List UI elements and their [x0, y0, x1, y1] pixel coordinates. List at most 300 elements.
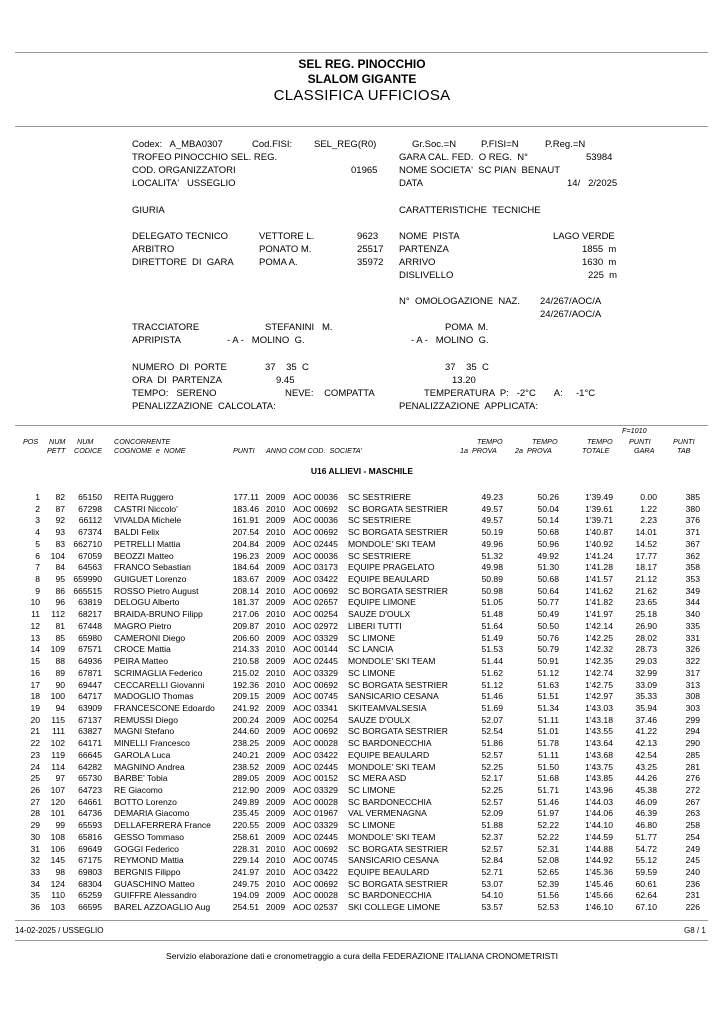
tracciatore: TRACCIATORE	[132, 322, 200, 333]
cell-cod: 00745	[314, 691, 338, 702]
cell-tot: 1'39.49	[585, 492, 613, 502]
cell-codice: 63909	[78, 702, 102, 713]
cell-codice: 65730	[78, 773, 102, 784]
cell-name: GAROLA Luca	[114, 749, 171, 760]
cell-tot: 1'42.74	[585, 667, 613, 678]
cell-com: AOC	[293, 585, 312, 596]
cell-t1: 50.98	[481, 585, 503, 596]
cell-t2: 50.49	[537, 609, 559, 620]
cell-punti: 200.24	[232, 714, 259, 725]
data-val: 14/ 2/2025	[567, 178, 618, 189]
cell-punti: 210.58	[232, 656, 259, 667]
cell-t1: 51.69	[481, 702, 503, 713]
cell-codice: 64736	[78, 808, 102, 819]
cell-pgara: 29.03	[635, 656, 657, 667]
cell-codice: 66595	[78, 902, 102, 913]
table-row	[0, 726, 724, 736]
cell-t2: 51.12	[537, 667, 559, 678]
cell-pett: 82	[55, 492, 65, 502]
cell-pgara: 54.72	[635, 843, 657, 854]
cell-pos: 31	[30, 843, 40, 854]
cell-societa: SC BORGATA SESTRIER	[348, 503, 448, 514]
table-row	[0, 820, 724, 830]
cell-codice: 64661	[78, 796, 102, 807]
table-row	[0, 867, 724, 877]
cell-pett: 111	[51, 726, 65, 737]
cell-anno: 2009	[266, 820, 286, 831]
cell-cod: 00692	[314, 878, 338, 889]
cell-name: FRANCO Sebastian	[114, 562, 191, 573]
cell-societa: MONDOLE' SKI TEAM	[348, 656, 436, 667]
cell-pos: 9	[35, 585, 40, 596]
cell-anno: 2009	[266, 890, 286, 901]
cell-t1: 52.07	[481, 714, 503, 725]
cell-pett: 98	[55, 867, 65, 878]
cell-societa: SC BORGATA SESTRIER	[348, 878, 448, 889]
cell-name: CROCE Mattia	[114, 644, 171, 655]
col-tempo3: TEMPO	[587, 437, 613, 446]
cell-anno: 2010	[266, 585, 286, 596]
table-row	[0, 621, 724, 631]
cell-pos: 5	[35, 538, 40, 549]
cell-tot: 1'40.92	[585, 538, 613, 549]
cell-t1: 49.57	[481, 515, 503, 526]
cell-name: PETRELLI Mattia	[114, 538, 181, 549]
cell-com: AOC	[293, 843, 312, 854]
cell-tot: 1'44.03	[585, 796, 613, 807]
ora-partenza: ORA DI PARTENZA	[132, 375, 222, 386]
cell-t1: 49.98	[481, 562, 503, 573]
cell-t1: 51.05	[481, 597, 503, 608]
cell-ptab: 353	[685, 574, 700, 585]
cell-name: DELLAFERRERA France	[114, 820, 211, 831]
cell-pgara: 14.52	[635, 538, 657, 549]
cell-cod: 01967	[314, 808, 338, 819]
cell-pgara: 59.59	[635, 867, 657, 878]
cell-pett: 85	[55, 632, 65, 643]
giuria: GIURIA	[132, 205, 165, 216]
cell-pos: 23	[30, 749, 40, 760]
cell-anno: 2010	[266, 527, 286, 538]
cell-societa: EQUIPE BEAULARD	[348, 574, 430, 585]
cell-ptab: 254	[685, 831, 700, 842]
cell-pos: 18	[30, 691, 40, 702]
dislivello-val: 225 m	[588, 270, 618, 281]
cell-pos: 30	[30, 831, 40, 842]
cell-ptab: 376	[685, 515, 700, 526]
cell-name: VIVALDA Michele	[114, 515, 182, 526]
cell-cod: 03422	[314, 749, 338, 760]
cell-ptab: 326	[685, 644, 700, 655]
cell-pett: 124	[50, 878, 65, 889]
cell-ptab: 303	[685, 702, 700, 713]
cell-t1: 50.19	[481, 527, 503, 538]
cell-societa: SC BORGATA SESTRIER	[348, 585, 448, 596]
cell-t2: 50.96	[537, 538, 559, 549]
cell-punti: 254.51	[232, 902, 259, 913]
cell-anno: 2009	[266, 738, 286, 749]
cell-codice: 64563	[78, 562, 102, 573]
cell-pos: 12	[30, 620, 40, 631]
cell-pgara: 35.33	[635, 691, 657, 702]
cell-ptab: 294	[685, 726, 700, 737]
col-punti-tab: PUNTI	[673, 437, 695, 446]
cell-punti: 229.14	[232, 855, 259, 866]
cell-pett: 93	[55, 527, 65, 538]
cell-name: ROSSO Pietro August	[114, 585, 199, 596]
cell-ptab: 299	[685, 714, 700, 725]
col-concorrente: CONCORRENTE	[114, 437, 171, 446]
cell-codice: 69649	[78, 843, 102, 854]
nome-pista: NOME PISTA	[399, 231, 460, 242]
cell-com: AOC	[293, 609, 312, 620]
cell-name: CASTRI Niccolo'	[114, 503, 178, 514]
arbitro: ARBITRO	[132, 244, 175, 255]
cell-cod: 00254	[314, 609, 338, 620]
cell-name: GOGGI Federico	[114, 843, 179, 854]
cell-codice: 65816	[78, 831, 102, 842]
omologazione: N° OMOLOGAZIONE NAZ.	[399, 296, 520, 307]
cell-pett: 145	[50, 855, 65, 866]
cell-pos: 8	[35, 574, 40, 585]
cell-com: AOC	[293, 702, 312, 713]
cell-anno: 2009	[266, 597, 286, 608]
cell-pgara: 46.09	[635, 796, 657, 807]
cell-pos: 11	[31, 609, 40, 620]
data-label: DATA	[399, 178, 423, 189]
cell-name: GUASCHINO Matteo	[114, 878, 195, 889]
cell-cod: 00036	[314, 550, 338, 561]
cell-anno: 2009	[266, 550, 286, 561]
cell-t2: 51.63	[537, 679, 559, 690]
cell-pett: 107	[50, 785, 65, 795]
cell-t1: 53.07	[481, 878, 503, 889]
cell-punti: 215.02	[232, 667, 259, 678]
cell-anno: 2009	[266, 656, 286, 667]
trofeo: TROFEO PINOCCHIO SEL. REG.	[132, 152, 278, 163]
table-row	[0, 644, 724, 654]
cell-pett: 106	[50, 843, 65, 854]
cell-t2: 51.30	[537, 562, 559, 573]
cell-anno: 2010	[266, 503, 286, 514]
cell-anno: 2009	[266, 785, 286, 795]
cell-pgara: 25.18	[635, 609, 657, 620]
cell-societa: MONDOLE' SKI TEAM	[348, 831, 436, 842]
cell-societa: SC BARDONECCHIA	[348, 890, 432, 901]
table-bottom-rule	[15, 920, 708, 921]
table-row	[0, 609, 724, 619]
cell-societa: SKI COLLEGE LIMONE	[348, 902, 441, 913]
cell-ptab: 285	[685, 749, 700, 760]
cell-t1: 52.54	[481, 726, 503, 737]
cell-anno: 2010	[266, 644, 286, 655]
cell-pos: 3	[35, 515, 40, 526]
cell-cod: 00692	[314, 585, 338, 596]
cell-anno: 2009	[266, 749, 286, 760]
cell-codice: 65259	[78, 890, 102, 901]
cell-com: AOC	[293, 550, 312, 561]
cell-pos: 13	[30, 632, 40, 643]
cell-t1: 51.32	[481, 550, 503, 561]
table-row	[0, 844, 724, 854]
cell-ptab: 385	[685, 492, 700, 502]
cell-tot: 1'43.75	[585, 761, 613, 772]
cell-codice: 69803	[78, 867, 102, 878]
cell-name: MAGRO Pietro	[114, 620, 172, 631]
cell-pos: 19	[30, 702, 40, 713]
cell-societa: VAL VERMENAGNA	[348, 808, 427, 819]
dir-gara-name: POMA A.	[259, 257, 298, 268]
cell-anno: 2009	[266, 515, 286, 526]
del-tec-code: 9623	[357, 231, 379, 242]
cell-name: FRANCESCONE Edoardo	[114, 702, 215, 713]
cell-anno: 2009	[266, 492, 286, 502]
cell-pett: 99	[55, 820, 65, 831]
cell-t2: 52.22	[537, 831, 559, 842]
cell-societa: SAUZE D'OULX	[348, 609, 411, 620]
cell-societa: LIBERI TUTTI	[348, 620, 402, 631]
cell-com: AOC	[293, 831, 312, 842]
cell-pgara: 51.77	[635, 831, 657, 842]
cell-punti: 206.60	[232, 632, 259, 643]
p-reg: P.Reg.=N	[545, 139, 586, 150]
cell-t2: 49.92	[537, 550, 559, 561]
cell-com: AOC	[293, 597, 312, 608]
cell-com: AOC	[293, 562, 312, 573]
col-pett: PETT	[47, 446, 66, 455]
cell-cod: 02445	[314, 656, 338, 667]
cell-punti: 207.54	[232, 527, 259, 538]
cell-ptab: 367	[685, 538, 700, 549]
cell-pgara: 35.94	[635, 702, 657, 713]
cell-pos: 1	[35, 492, 40, 502]
cell-pgara: 44.26	[635, 773, 657, 784]
cell-t1: 52.57	[481, 843, 503, 854]
cell-cod: 00692	[314, 679, 338, 690]
cell-tot: 1'45.66	[585, 890, 613, 901]
cell-t1: 53.57	[481, 902, 503, 913]
col-tempo1: TEMPO	[477, 437, 503, 446]
table-row	[0, 902, 724, 912]
temperatura: TEMPERATURA P: -2°C A: -1°C	[424, 388, 596, 399]
cell-com: AOC	[293, 656, 312, 667]
cell-t2: 51.71	[537, 785, 559, 795]
cell-societa: SC LIMONE	[348, 667, 396, 678]
cell-t2: 51.68	[537, 773, 559, 784]
cell-t1: 51.64	[481, 620, 503, 631]
cell-pgara: 55.12	[635, 855, 657, 866]
gara-num: 53984	[586, 152, 613, 163]
header-rule	[15, 126, 708, 127]
cell-codice: 67175	[78, 855, 102, 866]
cell-codice: 65150	[78, 492, 102, 502]
cell-tot: 1'39.71	[585, 515, 613, 526]
cell-societa: SC BORGATA SESTRIER	[348, 726, 448, 737]
cell-pgara: 42.13	[635, 738, 657, 749]
cell-punti: 209.15	[232, 691, 259, 702]
cell-t2: 52.31	[537, 843, 559, 854]
cell-com: AOC	[293, 808, 312, 819]
cell-codice: 64282	[78, 761, 102, 772]
cell-t2: 51.50	[537, 761, 559, 772]
cell-punti: 249.75	[232, 878, 259, 889]
cell-tot: 1'41.82	[585, 597, 613, 608]
del-tec-name: VETTORE L.	[259, 231, 315, 242]
cell-cod: 03329	[314, 785, 338, 795]
table-row	[0, 551, 724, 561]
cell-pgara: 46.80	[635, 820, 657, 831]
cell-name: CAMERONI Diego	[114, 632, 186, 643]
cell-com: AOC	[293, 574, 312, 585]
cell-name: REYMOND Mattia	[114, 855, 184, 866]
cell-societa: SC LIMONE	[348, 785, 396, 795]
cell-cod: 03329	[314, 632, 338, 643]
cell-name: REITA Ruggero	[114, 492, 174, 502]
table-row	[0, 715, 724, 725]
cell-anno: 2009	[266, 761, 286, 772]
cell-societa: SC BARDONECCHIA	[348, 738, 432, 749]
cell-punti: 238.25	[232, 738, 259, 749]
cell-pett: 83	[55, 538, 65, 549]
cell-pett: 84	[55, 562, 65, 573]
cell-pett: 90	[55, 679, 65, 690]
cell-pos: 24	[30, 761, 40, 772]
col-f: F=1010	[622, 426, 647, 435]
cell-tot: 1'39.61	[585, 503, 613, 514]
ora-2: 13.20	[452, 375, 476, 386]
cell-t2: 52.22	[537, 820, 559, 831]
cell-anno: 2009	[266, 562, 286, 573]
cell-com: AOC	[293, 890, 312, 901]
table-row	[0, 773, 724, 783]
cell-t1: 52.57	[481, 796, 503, 807]
tracciatore-2: POMA M.	[445, 322, 489, 333]
cell-cod: 00152	[314, 773, 338, 784]
cell-cod: 00692	[314, 527, 338, 538]
cell-cod: 02972	[314, 620, 338, 631]
cell-com: AOC	[293, 820, 312, 831]
table-row	[0, 703, 724, 713]
cell-anno: 2010	[266, 620, 286, 631]
cell-ptab: 349	[685, 585, 700, 596]
cell-t1: 52.17	[481, 773, 503, 784]
table-row	[0, 785, 724, 795]
cell-ptab: 358	[685, 562, 700, 573]
cell-t2: 50.79	[537, 644, 559, 655]
cell-codice: 67298	[78, 503, 102, 514]
cell-pos: 29	[30, 820, 40, 831]
table-row	[0, 656, 724, 666]
cell-cod: 02445	[314, 538, 338, 549]
gara-cal: GARA CAL. FED. O REG. N°	[399, 152, 528, 163]
cell-name: BALDI Felix	[114, 527, 160, 538]
nome-soc: NOME SOCIETA' SC PIAN BENAUT	[399, 165, 561, 176]
cell-ptab: 267	[685, 796, 700, 807]
cell-tot: 1'45.46	[585, 878, 613, 889]
cell-pos: 4	[35, 527, 40, 538]
cell-cod: 03422	[314, 574, 338, 585]
cell-pett: 96	[55, 597, 65, 608]
cell-pgara: 42.54	[635, 749, 657, 760]
cell-t2: 50.26	[537, 492, 559, 502]
cell-punti: 244.60	[232, 726, 259, 737]
cell-pgara: 1.22	[640, 503, 657, 514]
table-row	[0, 504, 724, 514]
cell-ptab: 226	[685, 902, 700, 913]
cell-ptab: 258	[685, 820, 700, 831]
cell-t2: 51.01	[537, 726, 559, 737]
caratteristiche: CARATTERISTICHE TECNICHE	[399, 205, 541, 216]
cell-punti: 238.52	[232, 761, 259, 772]
cell-com: AOC	[293, 632, 312, 643]
cell-ptab: 236	[685, 878, 700, 889]
tempo-meteo: TEMPO: SERENO	[132, 388, 217, 399]
cell-ptab: 340	[685, 609, 700, 620]
cell-pett: 115	[51, 714, 65, 725]
cell-tot: 1'45.36	[585, 867, 613, 878]
cell-punti: 204.84	[232, 538, 259, 549]
cell-codice: 64717	[78, 691, 102, 702]
col-codice: CODICE	[74, 446, 102, 455]
cell-anno: 2010	[266, 609, 286, 620]
cell-societa: SANSICARIO CESANA	[348, 855, 439, 866]
cell-t1: 52.25	[481, 785, 503, 795]
cell-pett: 97	[55, 773, 65, 784]
section-title: U16 ALLIEVI - MASCHILE	[310, 466, 414, 476]
cell-punti: 220.55	[232, 820, 259, 831]
cell-t1: 52.37	[481, 831, 503, 842]
cell-pos: 21	[30, 726, 40, 737]
cell-t2: 50.64	[537, 585, 559, 596]
cell-ptab: 249	[685, 843, 700, 854]
cell-ptab: 335	[685, 620, 700, 631]
cell-punti: 209.87	[232, 620, 259, 631]
cell-anno: 2009	[266, 702, 286, 713]
cell-com: AOC	[293, 620, 312, 631]
cell-name: MINELLI Francesco	[114, 738, 190, 749]
cell-pgara: 2.23	[640, 515, 657, 526]
table-row	[0, 562, 724, 572]
cell-pos: 20	[30, 714, 40, 725]
cell-societa: EQUIPE PRAGELATO	[348, 562, 435, 573]
footer-page: G8 / 1	[684, 926, 706, 935]
ora-1: 9.45	[276, 375, 295, 386]
cell-ptab: 322	[685, 656, 700, 667]
cell-t2: 52.53	[537, 902, 559, 913]
cell-societa: SC SESTRIERE	[348, 550, 412, 561]
cell-com: AOC	[293, 644, 312, 655]
cell-societa: SAUZE D'OULX	[348, 714, 411, 725]
cell-codice: 64171	[78, 738, 102, 749]
cell-codice: 66112	[78, 515, 102, 526]
cell-societa: SC BORGATA SESTRIER	[348, 527, 448, 538]
cell-com: AOC	[293, 679, 312, 690]
col-anno: ANNO COM COD. SOCIETA'	[266, 446, 362, 455]
cell-tot: 1'41.28	[585, 562, 613, 573]
cell-com: AOC	[293, 796, 312, 807]
col-tab: TAB	[677, 446, 691, 455]
num-porte: NUMERO DI PORTE	[132, 362, 227, 373]
cell-com: AOC	[293, 492, 312, 502]
cell-t2: 50.50	[537, 620, 559, 631]
cell-pgara: 28.02	[635, 632, 657, 643]
cell-codice: 67374	[78, 527, 102, 538]
cell-ptab: 272	[685, 785, 700, 795]
cell-societa: SC LIMONE	[348, 820, 396, 831]
cell-punti: 177.11	[233, 492, 259, 502]
localita: LOCALITA' USSEGLIO	[132, 178, 236, 189]
table-row	[0, 879, 724, 889]
